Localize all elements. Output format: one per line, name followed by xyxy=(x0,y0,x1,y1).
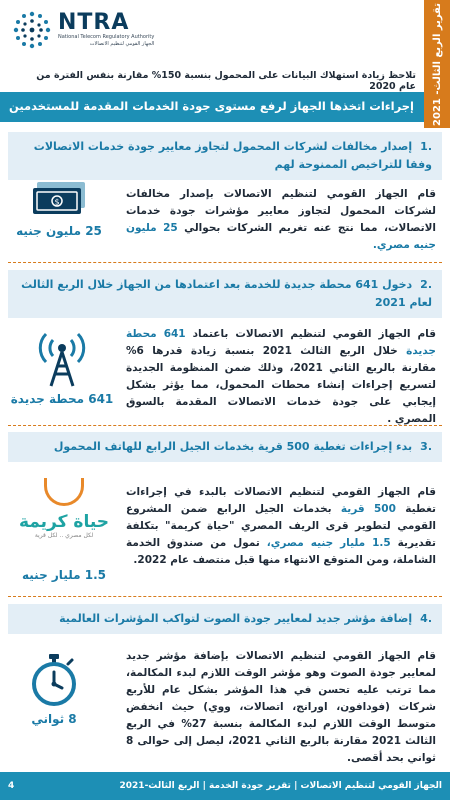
section-3-text-b: بخدمات الجيل الرابع ضمن المشروع القومي لتطوير قرى الريف المصري "حياة كريمة" بتكلفة تقديرية xyxy=(126,503,436,549)
section-2-icon-label: 641 محطة جديدة xyxy=(10,392,114,406)
side-tab-label: تقرير الربع الثالث- 2021 xyxy=(431,2,443,126)
section-3-number: .3 xyxy=(420,440,432,453)
section-4-text: قام الجهاز القومي لتنظيم الاتصالات بإضافة مؤشر جديد لمعايير جودة الصوت وهو مؤشر الوقت اللازم لبدء المكالمة، مما ترتب عليه تحسن في هذا المؤشر بشكل عام للأربع شركات (فودافون، اورانج، اتصالات، ووي) حيث انخفض متوسط الوقت اللازم لبدء المكالمة بنسبة 27% في الربع الثالث 2021 مقارنة بالربع الثاني 2021، ليصل إلى حوالى 8 ثواني بحد أقصى. xyxy=(126,650,437,764)
stopwatch-icon xyxy=(29,652,79,708)
section-4-body xyxy=(126,648,436,767)
page-number: 4 xyxy=(8,781,15,791)
footer-text: الجهاز القومي لتنظيم الاتصالات | تقرير جودة الخدمة | الربع الثالث-2021 xyxy=(119,781,442,791)
section-1-heading xyxy=(8,132,442,180)
logo-subtitle-en: National Telecom Regulatory Authority xyxy=(58,34,155,40)
logo-word: حياة كريمة xyxy=(18,512,110,532)
section-2-heading-text: دخول 641 محطة جديدة للخدمة بعد اعتمادها من الجهاز خلال الربع الثالث لعام 2021 xyxy=(21,278,432,309)
section-1-number: .1 xyxy=(420,140,432,153)
divider xyxy=(8,596,442,597)
divider xyxy=(8,425,442,426)
logo-subtitle-ar: الجهاز القومي لتنظيم الاتصالات xyxy=(89,41,155,47)
hayah-karima-logo xyxy=(18,474,110,564)
section-2-highlight: 641 محطة جديدة xyxy=(126,328,436,357)
money-icon xyxy=(29,180,89,220)
logo-name: NTRA xyxy=(58,10,130,35)
section-3-heading-text: بدء إجراءات تغطية 500 قرية بخدمات الجيل الرابع للهاتف المحمول xyxy=(53,440,413,453)
svg-text:$: $ xyxy=(54,197,60,207)
section-4-icon-label: 8 ثواني xyxy=(31,712,77,726)
section-1-text: قام الجهاز القومي لتنظيم الاتصالات بإصدار مخالفات لشركات المحمول لتجاوز معايير مؤشرات جودة خدمات الاتصالات، مما نتج عنه تغريم الشركات بحوالي xyxy=(126,188,436,234)
page-title: إجراءات اتخذها الجهاز لرفع مستوى جودة الخدمات المقدمة للمستخدمين xyxy=(0,92,424,122)
divider xyxy=(8,262,442,263)
section-4-heading xyxy=(8,604,442,634)
section-3-text-a: قام الجهاز القومي لتنظيم الاتصالات بالبدء في إجراءات تغطية xyxy=(126,486,436,515)
header-note: تلاحظ زيادة استهلاك البيانات على المحمول بنسبة 150% مقارنة بنفس الفترة من عام 2020 xyxy=(36,70,416,92)
section-1-body xyxy=(126,186,436,254)
section-2-heading xyxy=(8,270,442,318)
page-footer xyxy=(0,772,450,800)
section-3-highlight-b: 1.5 مليار جنيه مصري، xyxy=(266,537,391,549)
section-1-highlight: 25 مليون جنيه مصري. xyxy=(126,222,436,251)
section-4-heading-text: إضافة مؤشر جديد لمعايير جودة الصوت لتواكب المؤشرات العالمية xyxy=(59,612,413,625)
section-2-number: .2 xyxy=(420,278,432,291)
section-1-icon-label: 25 مليون جنيه xyxy=(16,224,102,238)
section-1-visual xyxy=(14,180,104,238)
logo-tagline: لكل مصري .. لكل قرية xyxy=(34,532,94,539)
section-2-body xyxy=(126,326,436,428)
antenna-icon xyxy=(37,330,87,388)
section-4-number: .4 xyxy=(420,612,432,625)
section-2-visual xyxy=(10,330,114,406)
section-3-highlight-a: 500 قرية xyxy=(340,503,396,515)
section-4-visual xyxy=(14,652,94,726)
section-1-heading-text: إصدار مخالفات لشركات المحمول لتجاوز معايير جودة خدمات الاتصالات وفقا للتراخيص الممنوحة لهم xyxy=(33,140,432,171)
side-tab xyxy=(424,0,450,128)
dots-logo-icon xyxy=(12,10,52,50)
section-3-heading xyxy=(8,432,442,462)
section-3-icon-label: 1.5 مليار جنيه xyxy=(22,568,106,582)
section-3-text-c: تمول من صندوق الخدمة الشاملة، ومن المتوقع الانتهاء منها قبل منتصف عام 2022. xyxy=(126,537,436,566)
section-2-text-b: خلال الربع الثالث 2021 بنسبة زيادة قدرها 6% مقارنة بالربع الثاني 2021، وذلك ضمن المنظومة الجديدة لتسريع إجراءات إنشاء محطات المحمول، مما يؤثر بشكل إيجابي على جودة خدمات الاتصالات المقدمة بالسوق المصري . xyxy=(126,345,436,425)
ntra-logo xyxy=(12,10,154,50)
section-2-text-a: قام الجهاز القومي لتنظيم الاتصالات باعتماد xyxy=(185,328,437,340)
smile-icon xyxy=(44,478,84,506)
section-3-visual xyxy=(14,474,114,582)
section-3-body xyxy=(126,484,436,569)
